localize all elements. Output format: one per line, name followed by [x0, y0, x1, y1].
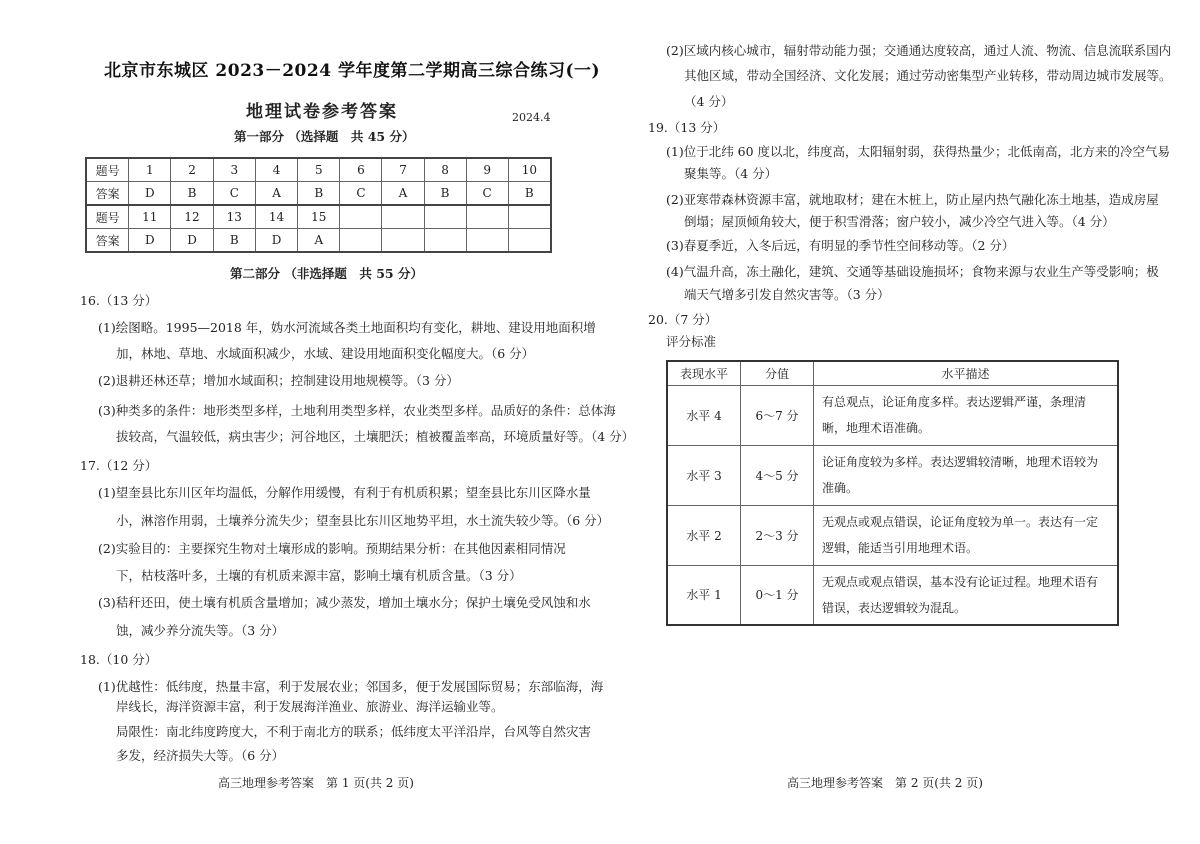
row-label: 答案: [86, 229, 129, 253]
question-number: 13: [213, 205, 255, 229]
answer: D: [129, 229, 171, 253]
scoring-rubric-table: [666, 360, 1119, 626]
table-row: [667, 385, 1118, 445]
question-number: 11: [129, 205, 171, 229]
description: 无观点或观点错误，论证角度较为单一。表达有一定逻辑，能适当引用地理术语。: [814, 505, 1119, 565]
level: 水平 1: [667, 565, 741, 625]
column-header: 表现水平: [667, 361, 741, 385]
answer-line: 下，枯枝落叶多，土壤的有机质来源丰富，影响土壤有机质含量。（3 分）: [116, 568, 522, 583]
row-label: 题号: [86, 158, 129, 182]
document-title: 北京市东城区 2023－2024 学年度第二学期高三综合练习(一): [104, 61, 601, 81]
answer-line: （4 分）: [684, 94, 734, 109]
question-heading: 18.（10 分）: [80, 652, 158, 667]
rubric-label: 评分标准: [666, 334, 717, 349]
question-number: 8: [424, 158, 466, 182]
question-number: 15: [298, 205, 340, 229]
question-heading: 17.（12 分）: [80, 458, 158, 473]
answer-line: 倒塌；屋顶倾角较大，便于积雪滑落；窗户较小，减少冷空气进入等。（4 分）: [684, 214, 1115, 229]
question-number: 4: [255, 158, 297, 182]
score: 4～5 分: [741, 445, 814, 505]
score: 6～7 分: [741, 385, 814, 445]
page-footer: 高三地理参考答案 第 2 页(共 2 页): [787, 776, 983, 790]
question-heading: 19.（13 分）: [648, 120, 726, 135]
question-number: 6: [340, 158, 382, 182]
part2-heading: 第二部分 （非选择题 共 55 分）: [230, 266, 423, 281]
answer: D: [129, 182, 171, 206]
score: 2～3 分: [741, 505, 814, 565]
multiple-choice-answer-table: [85, 157, 552, 253]
answer: B: [171, 182, 213, 206]
answer: D: [255, 229, 297, 253]
question-number: 12: [171, 205, 213, 229]
table-header-row: [667, 361, 1118, 385]
answer-line: 聚集等。（4 分）: [684, 166, 778, 181]
table-row: [86, 229, 551, 253]
answer-line: (1)位于北纬 60 度以北，纬度高，太阳辐射弱，获得热量少；北低南高，北方来的冷空气易: [666, 144, 1171, 159]
question-number: 14: [255, 205, 297, 229]
description: 论证角度较为多样。表达逻辑较清晰，地理术语较为准确。: [814, 445, 1119, 505]
answer: B: [424, 182, 466, 206]
answer-line: 拔较高，气温较低，病虫害少；河谷地区，土壤肥沃；植被覆盖率高，环境质量好等。（4 分）: [116, 429, 635, 444]
question-heading: 16.（13 分）: [80, 293, 158, 308]
table-row: [86, 182, 551, 206]
level: 水平 3: [667, 445, 741, 505]
answer: A: [298, 229, 340, 253]
answer-line: (3)秸秆还田，使土壤有机质含量增加；减少蒸发，增加土壤水分；保护土壤免受风蚀和水: [98, 595, 591, 610]
question-heading: 20.（7 分）: [648, 312, 718, 327]
table-row: [667, 505, 1118, 565]
answer-line: (3)春夏季近，入冬后远，有明显的季节性空间移动等。（2 分）: [666, 238, 1015, 253]
answer-line: (4)气温升高，冻土融化，建筑、交通等基础设施损坏；食物来源与农业生产等受影响；极: [666, 264, 1159, 279]
answer-line: (2)退耕还林还草；增加水域面积；控制建设用地规模等。（3 分）: [98, 373, 459, 388]
answer-line: (1)望奎县比东川区年均温低，分解作用缓慢，有利于有机质积累；望奎县比东川区降水量: [98, 485, 591, 500]
document-subtitle: 地理试卷参考答案: [246, 102, 398, 122]
answer: A: [255, 182, 297, 206]
table-row: [667, 565, 1118, 625]
answer: C: [340, 182, 382, 206]
level: 水平 4: [667, 385, 741, 445]
score: 0～1 分: [741, 565, 814, 625]
question-number: 1: [129, 158, 171, 182]
answer-line: 其他区域，带动全国经济、文化发展；通过劳动密集型产业转移，带动周边城市发展等。: [684, 68, 1172, 83]
question-number: 5: [298, 158, 340, 182]
answer-line: 端天气增多引发自然灾害等。（3 分）: [684, 287, 890, 302]
question-number: 2: [171, 158, 213, 182]
table-row: [86, 158, 551, 182]
answer-line: (2)亚寒带森林资源丰富，就地取材；建在木桩上，防止屋内热气融化冻土地基，造成房屋: [666, 192, 1159, 207]
answer-line: 局限性：南北纬度跨度大，不利于南北方的联系；低纬度太平洋沿岸，台风等自然灾害: [116, 724, 592, 739]
question-number: 3: [213, 158, 255, 182]
answer-line: (2)区域内核心城市，辐射带动能力强；交通通达度较高，通过人流、物流、信息流联系国内: [666, 43, 1172, 58]
answer-line: 多发，经济损失大等。（6 分）: [116, 748, 285, 763]
answer: B: [213, 229, 255, 253]
answer: B: [508, 182, 551, 206]
question-number: 7: [382, 158, 424, 182]
answer-line: 岸线长，海洋资源丰富，利于发展海洋渔业、旅游业、海洋运输业等。: [116, 699, 504, 714]
answer-line: (1)绘图略。1995—2018 年，妫水河流域各类土地面积均有变化，耕地、建设用地面积增: [98, 320, 596, 335]
answer: C: [213, 182, 255, 206]
answer: A: [382, 182, 424, 206]
description: 无观点或观点错误，基本没有论证过程。地理术语有错误，表达逻辑较为混乱。: [814, 565, 1119, 625]
table-row: [86, 205, 551, 229]
question-number: 9: [466, 158, 508, 182]
column-header: 水平描述: [814, 361, 1119, 385]
table-row: [667, 445, 1118, 505]
answer: C: [466, 182, 508, 206]
page-footer: 高三地理参考答案 第 1 页(共 2 页): [218, 776, 414, 790]
answer-line: (3)种类多的条件：地形类型多样，土地利用类型多样，农业类型多样。品质好的条件：总体海: [98, 403, 616, 418]
answer: D: [171, 229, 213, 253]
row-label: 题号: [86, 205, 129, 229]
question-number: 10: [508, 158, 551, 182]
answer-line: (1)优越性：低纬度，热量丰富，利于发展农业；邻国多，便于发展国际贸易；东部临海，海: [98, 679, 604, 694]
answer: B: [298, 182, 340, 206]
row-label: 答案: [86, 182, 129, 206]
level: 水平 2: [667, 505, 741, 565]
answer-line: 加，林地、草地、水域面积减少，水域、建设用地面积变化幅度大。（6 分）: [116, 346, 535, 361]
answer-line: (2)实验目的：主要探究生物对土壤形成的影响。预期结果分析：在其他因素相同情况: [98, 541, 566, 556]
answer-line: 小，淋溶作用弱，土壤养分流失少；望奎县比东川区地势平坦，水土流失较少等。（6 分）: [116, 513, 610, 528]
answer-line: 蚀，减少养分流失等。（3 分）: [116, 623, 285, 638]
part1-heading: 第一部分 （选择题 共 45 分）: [234, 129, 415, 144]
description: 有总观点，论证角度多样。表达逻辑严谨，条理清晰，地理术语准确。: [814, 385, 1119, 445]
column-header: 分值: [741, 361, 814, 385]
document-date: 2024.4: [512, 111, 551, 124]
